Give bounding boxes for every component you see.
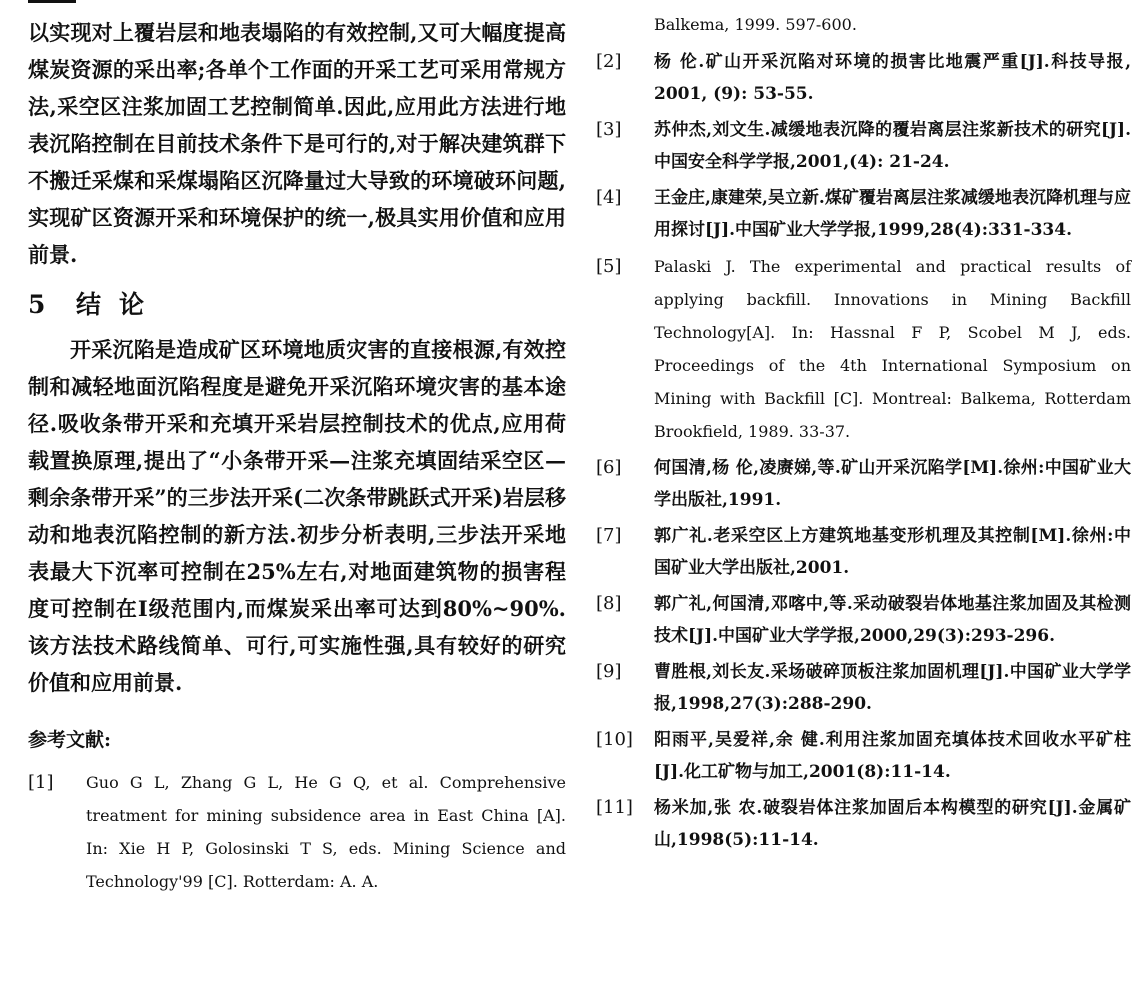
reference-text: 曹胜根,刘长友.采场破碎顶板注浆加固机理[J].中国矿业大学学报,1998,27(3):288-290.: [654, 662, 1131, 714]
reference-label: [5]: [596, 256, 622, 277]
reference-text: Palaski J. The experimental and practical results of applying backfill. Innovations in Mining Backfill Technology[A]. In: Hassnal F P, Scobel M J, eds. Proceedings of the 4th International Symposium on Mining with Backfill [C]. Montreal: Balkema, Rotterdam Brookfield, 1989. 33-37.: [654, 257, 1131, 441]
reference-item: [596, 452, 1131, 516]
reference-item: [596, 588, 1131, 652]
top-rule: [28, 0, 76, 3]
section-number: 5: [28, 290, 48, 319]
reference-label: [1]: [28, 772, 54, 793]
reference-text: 王金庄,康建荣,吴立新.煤矿覆岩离层注浆减缓地表沉降机理与应用探讨[J].中国矿业大学学报,1999,28(4):331-334.: [654, 188, 1131, 240]
reference-text: 杨米加,张 农.破裂岩体注浆加固后本构模型的研究[J].金属矿山,1998(5):11-14.: [654, 798, 1131, 850]
section-heading: [28, 285, 566, 321]
reference-label: [3]: [596, 119, 622, 140]
reference-text: 杨 伦.矿山开采沉陷对环境的损害比地震严重[J].科技导报, 2001, (9): 53-55.: [654, 52, 1131, 104]
reference-label: [2]: [596, 51, 622, 72]
reference-item: [596, 250, 1131, 448]
reference-label: [6]: [596, 457, 622, 478]
reference-item: [596, 182, 1131, 246]
reference-continued: Balkema, 1999. 597-600.: [654, 15, 857, 34]
reference-text: 郭广礼,何国清,邓喀中,等.采动破裂岩体地基注浆加固及其检测技术[J].中国矿业大学学报,2000,29(3):293-296.: [654, 594, 1131, 646]
reference-label: [7]: [596, 525, 622, 546]
left-column: [28, 14, 566, 898]
reference-text: 郭广礼.老采空区上方建筑地基变形机理及其控制[M].徐州:中国矿业大学出版社,2001.: [654, 526, 1131, 578]
reference-item: [596, 520, 1131, 584]
reference-label: [9]: [596, 661, 622, 682]
reference-item: [596, 656, 1131, 720]
reference-text: 苏仲杰,刘文生.减缓地表沉降的覆岩离层注浆新技术的研究[J].中国安全科学学报,2001,(4): 21-24.: [654, 120, 1131, 172]
reference-label: [11]: [596, 797, 633, 818]
reference-text: Guo G L, Zhang G L, He G Q, et al. Comprehensive treatment for mining subsidence area in East China [A]. In: Xie H P, Golosinski T S, eds. Mining Science and Technology'99 [C]. Rotterdam: A. A.: [86, 773, 566, 891]
conclusion-paragraph: 开采沉陷是造成矿区环境地质灾害的直接根源,有效控制和减轻地面沉陷程度是避免开采沉陷环境灾害的基本途径.吸收条带开采和充填开采岩层控制技术的优点,应用荷载置换原理,提出了“小条带开采—注浆充填固结采空区—剩余条带开采”的三步法开采(二次条带跳跃式开采)岩层移动和地表沉陷控制的新方法.初步分析表明,三步法开采地表最大下沉率可控制在25%左右,对地面建筑物的损害程度可控制在Ⅰ级范围内,而煤炭采出率可达到80%~90%.该方法技术路线简单、可行,可实施性强,具有较好的研究价值和应用前景.: [28, 337, 566, 695]
reference-label: [10]: [596, 729, 633, 750]
reference-item: [596, 114, 1131, 178]
reference-label: [4]: [596, 187, 622, 208]
references-heading: 参考文献:: [28, 729, 112, 751]
reference-text: 阳雨平,吴爱祥,余 健.利用注浆加固充填体技术回收水平矿柱[J].化工矿物与加工,2001(8):11-14.: [654, 730, 1131, 782]
body-paragraph-top: 以实现对上覆岩层和地表塌陷的有效控制,又可大幅度提高煤炭资源的采出率;各单个工作面的开采工艺可采用常规方法,采空区注浆加固工艺控制简单.因此,应用此方法进行地表沉陷控制在目前技术条件下是可行的,对于解决建筑群下不搬迁采煤和采煤塌陷区沉降量过大导致的环境破环问题,实现矿区资源开采和环境保护的统一,极具实用价值和应用前景.: [28, 20, 566, 267]
reference-item: [28, 766, 566, 898]
reference-text: 何国清,杨 伦,凌赓娣,等.矿山开采沉陷学[M].徐州:中国矿业大学出版社,1991.: [654, 458, 1131, 510]
right-column: [596, 10, 1131, 856]
reference-item: [596, 724, 1131, 788]
section-title: 结论: [76, 290, 163, 319]
reference-item: [596, 46, 1131, 110]
reference-item: [596, 792, 1131, 856]
reference-label: [8]: [596, 593, 622, 614]
